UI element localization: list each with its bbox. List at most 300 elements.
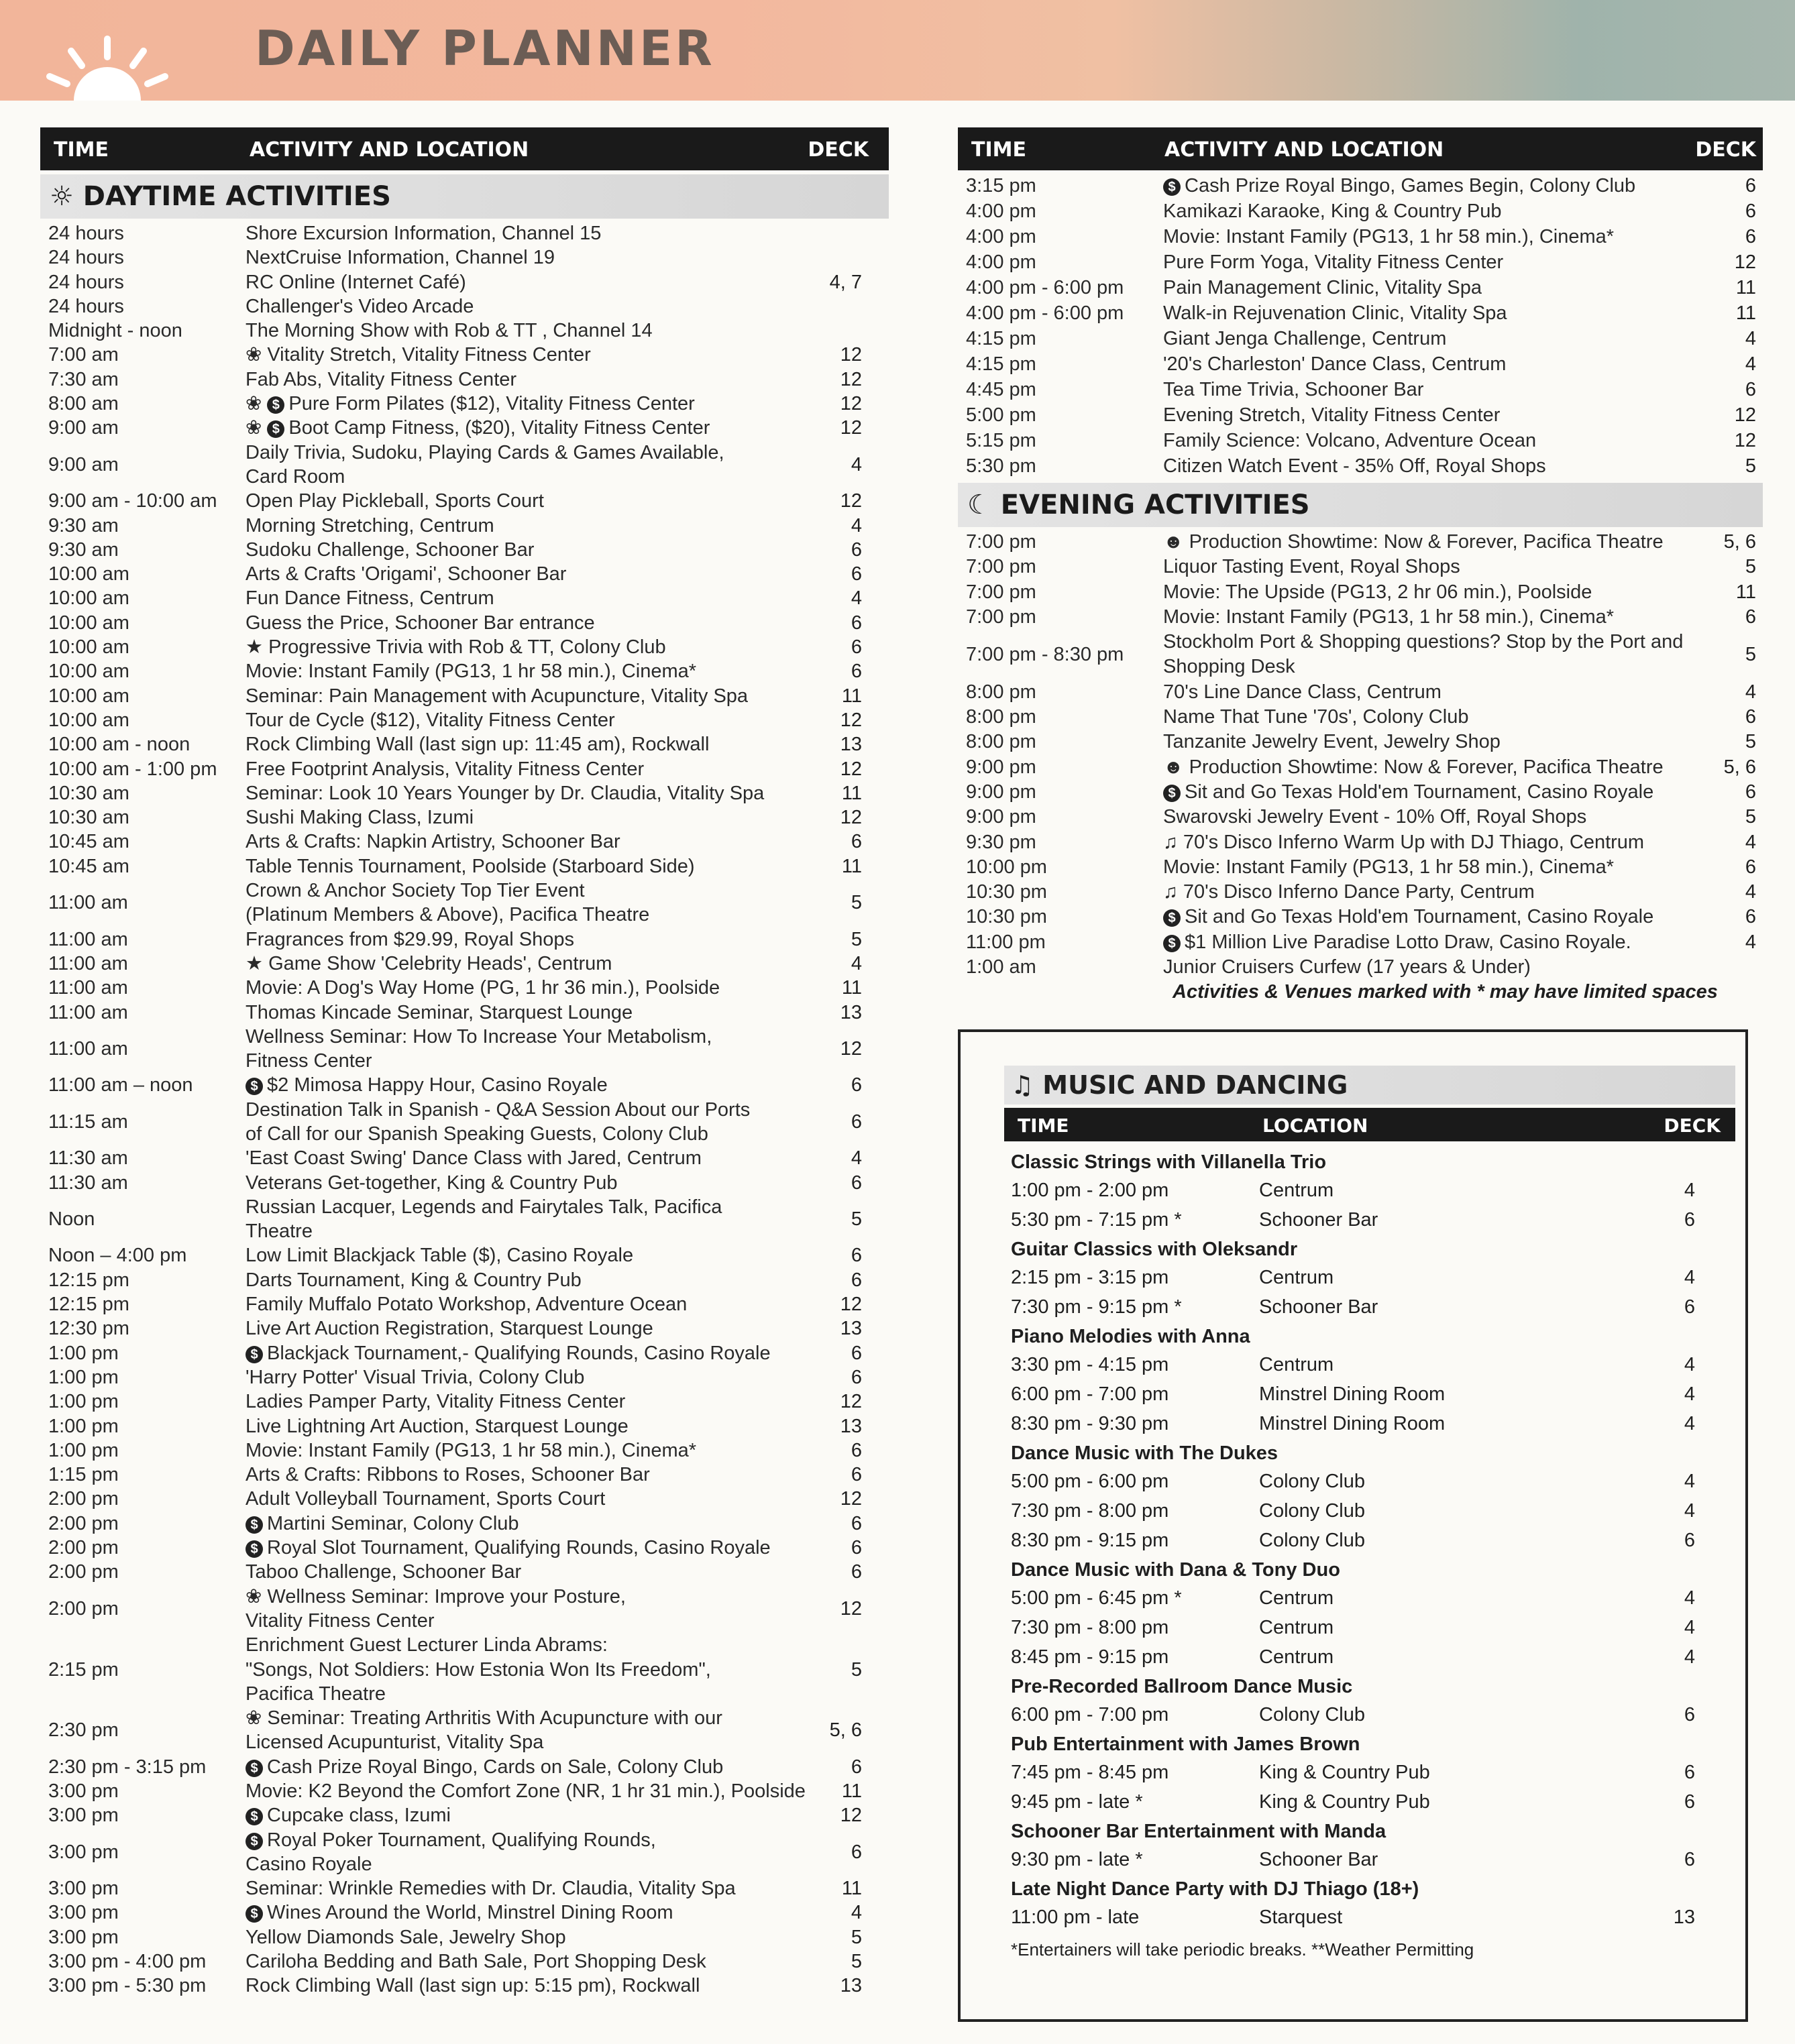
row-deck: 4: [851, 1147, 862, 1170]
activity-text: Seminar: Look 10 Years Younger by Dr. Claudia, Vitality Spa: [246, 782, 765, 804]
row-time: 1:00 pm: [48, 1415, 119, 1437]
activity-text: 70's Disco Inferno Dance Party, Centrum: [1183, 881, 1535, 903]
row-activity: [1163, 173, 1635, 198]
schedule-row: [40, 1292, 889, 1316]
row-deck: 4, 7: [829, 271, 862, 293]
schedule-row: [40, 927, 889, 952]
music-group-title: Pre-Recorded Ballroom Dance Music: [1011, 1676, 1353, 1697]
activity-text: Royal Slot Tournament, Qualifying Rounds, Casino Royale: [267, 1537, 771, 1559]
row-deck: 12: [840, 709, 862, 731]
row-deck: 11: [841, 1878, 862, 1900]
row-time: 3:00 pm: [48, 1878, 119, 1900]
activity-text: Sudoku Challenge, Schooner Bar: [246, 538, 535, 561]
row-deck: 6: [1745, 781, 1756, 803]
activity-text: Enrichment Guest Lecturer Linda Abrams:: [246, 1634, 608, 1656]
row-deck: 4: [851, 453, 862, 475]
activity-text: Name That Tune '70s', Colony Club: [1163, 706, 1469, 728]
row-time: 11:00 am: [48, 892, 128, 914]
schedule-row: [40, 586, 889, 610]
schedule-row: [40, 294, 889, 319]
row-time: 1:00 pm: [48, 1391, 119, 1413]
activity-text: Tour de Cycle ($12), Vitality Fitness Center: [246, 709, 615, 731]
music-group-title: Dance Music with The Dukes: [1011, 1442, 1279, 1464]
schedule-row: [40, 1585, 889, 1634]
row-activity: [1163, 224, 1614, 249]
row-activity: [246, 1585, 626, 1634]
activity-text-continued: Casino Royale: [246, 1853, 372, 1875]
music-time: 6:00 pm - 7:00 pm: [1011, 1383, 1169, 1405]
activity-text: Russian Lacquer, Legends and Fairytales Talk, Pacifica: [246, 1196, 722, 1218]
schedule-row: [40, 1098, 889, 1147]
schedule-row: [40, 878, 889, 927]
schedule-row: [40, 343, 889, 367]
row-time: 7:00 pm - 8:30 pm: [966, 643, 1124, 665]
schedule-row: [40, 952, 889, 976]
row-time: Noon – 4:00 pm: [48, 1245, 187, 1267]
fee-icon: $: [246, 1905, 263, 1923]
row-activity: [246, 1463, 650, 1487]
schedule-row: [958, 855, 1763, 880]
lotus-fee-icon: ❀ $: [246, 417, 288, 439]
music-time: 2:15 pm - 3:15 pm: [1011, 1267, 1169, 1288]
activity-text-continued: of Call for our Spanish Speaking Guests, Colony Club: [246, 1123, 708, 1145]
activity-text: Movie: The Upside (PG13, 2 hr 06 min.), Poolside: [1163, 581, 1592, 603]
activity-text: Veterans Get-together, King & Country Pub: [246, 1172, 618, 1194]
afternoon-list: [958, 173, 1763, 479]
activity-text: The Morning Show with Rob & TT , Channel 14: [246, 320, 653, 342]
row-activity: [246, 1512, 519, 1536]
row-activity: [246, 245, 555, 270]
activity-text: Citizen Watch Event - 35% Off, Royal Shops: [1163, 455, 1546, 477]
row-activity: [246, 952, 612, 976]
row-deck: 11: [841, 782, 862, 804]
row-activity: [246, 416, 710, 440]
row-activity: [246, 221, 601, 245]
activity-text: 'East Coast Swing' Dance Class with Jared, Centrum: [246, 1147, 702, 1170]
row-deck: 12: [840, 1488, 862, 1510]
row-time: 7:00 pm: [966, 581, 1036, 603]
row-activity: [246, 1536, 771, 1560]
fee-icon: $: [246, 1833, 263, 1850]
row-activity: [1163, 198, 1502, 224]
row-deck: 6: [1745, 706, 1756, 728]
music-deck-header: DECK: [1664, 1115, 1721, 1137]
row-activity: [246, 392, 695, 416]
fee-icon: $: [1163, 785, 1181, 802]
activity-text: Progressive Trivia with Rob & TT, Colony Club: [268, 636, 666, 659]
activity-text: 70's Disco Inferno Warm Up with DJ Thiago, Centrum: [1183, 831, 1645, 853]
schedule-row: [40, 732, 889, 756]
row-deck: 11: [841, 1780, 862, 1802]
activity-text: Arts & Crafts: Ribbons to Roses, Schooner Bar: [246, 1464, 650, 1486]
row-activity: [246, 538, 534, 562]
row-deck: 11: [841, 685, 862, 707]
schedule-row: [40, 1243, 889, 1267]
row-deck: 12: [840, 807, 862, 829]
row-deck: 12: [840, 393, 862, 415]
activity-text: Table Tennis Tournament, Poolside (Starboard Side): [246, 855, 695, 877]
row-time: 5:15 pm: [966, 430, 1036, 451]
schedule-row: [958, 402, 1763, 428]
deck-header: DECK: [1695, 138, 1756, 162]
music-time: 5:00 pm - 6:00 pm: [1011, 1471, 1169, 1492]
row-deck: 4: [851, 514, 862, 536]
schedule-row: [958, 580, 1763, 605]
schedule-row: [958, 630, 1763, 680]
music-deck: 6: [1684, 1791, 1695, 1813]
music-time: 3:30 pm - 4:15 pm: [1011, 1354, 1169, 1375]
music-row: [1004, 1642, 1735, 1672]
row-activity: [1163, 530, 1664, 555]
music-deck: 6: [1684, 1209, 1695, 1231]
music-row: [1004, 1263, 1735, 1292]
activity-text: Vitality Stretch, Vitality Fitness Center: [267, 344, 591, 366]
fee-icon: $: [246, 1078, 263, 1095]
row-activity: [1163, 453, 1546, 479]
schedule-row: [958, 730, 1763, 754]
row-time: 10:30 am: [48, 807, 129, 829]
row-deck: 6: [851, 538, 862, 561]
activity-text: Movie: A Dog's Way Home (PG, 1 hr 36 min.), Poolside: [246, 977, 720, 999]
row-deck: 6: [851, 636, 862, 659]
activity-text: Adult Volleyball Tournament, Sports Court: [246, 1488, 606, 1510]
activity-text: Movie: Instant Family (PG13, 1 hr 58 min.), Cinema*: [246, 661, 697, 683]
activity-text: Movie: Instant Family (PG13, 1 hr 58 min.), Cinema*: [1163, 226, 1615, 247]
row-time: 1:15 pm: [48, 1464, 119, 1486]
schedule-row: [40, 1536, 889, 1560]
row-activity: [1163, 805, 1586, 830]
lotus-icon: ❀: [246, 1585, 268, 1607]
activity-text: Walk-in Rejuvenation Clinic, Vitality Spa: [1163, 302, 1507, 324]
row-time: 10:00 am: [48, 563, 129, 585]
row-deck: 11: [841, 855, 862, 877]
row-time: 8:00 pm: [966, 681, 1036, 703]
daytime-title: DAYTIME ACTIVITIES: [83, 181, 391, 212]
activity-text: Ladies Pamper Party, Vitality Fitness Center: [246, 1391, 626, 1413]
row-time: 1:00 pm: [48, 1366, 119, 1388]
schedule-row: [40, 757, 889, 781]
row-time: 10:00 pm: [966, 856, 1047, 878]
row-deck: 12: [840, 1391, 862, 1413]
activity-text: Sushi Making Class, Izumi: [246, 807, 474, 829]
activity-text: $2 Mimosa Happy Hour, Casino Royale: [267, 1074, 608, 1096]
activity-text: Cash Prize Royal Bingo, Cards on Sale, Colony Club: [267, 1756, 724, 1778]
row-activity: [246, 1098, 750, 1147]
row-time: 2:00 pm: [48, 1488, 119, 1510]
schedule-row: [40, 1414, 889, 1438]
row-time: 4:00 pm - 6:00 pm: [966, 277, 1124, 298]
schedule-row: [40, 1779, 889, 1803]
row-time: 10:00 am: [48, 587, 129, 610]
time-header: TIME: [971, 138, 1026, 162]
schedule-row: [40, 416, 889, 440]
row-time: 11:00 am: [48, 1001, 128, 1023]
music-footnote: *Entertainers will take periodic breaks. **Weather Permitting: [1011, 1939, 1474, 1960]
row-deck: 6: [1745, 379, 1756, 400]
activity-text-continued: Licensed Acupunturist, Vitality Spa: [246, 1731, 544, 1754]
row-deck: 12: [1734, 251, 1756, 273]
row-activity: [1163, 955, 1531, 980]
activity-text-continued: "Songs, Not Soldiers: How Estonia Won Its Freedom",: [246, 1658, 711, 1681]
activity-header: ACTIVITY AND LOCATION: [1164, 138, 1444, 162]
music-row: [1004, 1176, 1735, 1205]
row-activity: [246, 489, 544, 513]
time-header: TIME: [54, 138, 109, 162]
row-time: 11:00 am – noon: [48, 1074, 193, 1096]
activity-text: Yellow Diamonds Sale, Jewelry Shop: [246, 1926, 566, 1948]
activity-text: Junior Cruisers Curfew (17 years & Under): [1163, 956, 1531, 978]
row-activity: [1163, 705, 1468, 730]
row-deck: 6: [851, 1561, 862, 1583]
row-time: 2:00 pm: [48, 1537, 119, 1559]
row-activity: [246, 1365, 584, 1389]
row-activity: [1163, 249, 1503, 275]
music-and-dancing-box: [958, 1029, 1748, 2022]
row-time: 7:30 am: [48, 368, 119, 390]
row-time: 1:00 pm: [48, 1342, 119, 1364]
row-activity: [1163, 680, 1442, 705]
row-deck: 6: [1745, 856, 1756, 878]
activity-text: Live Lightning Art Auction, Starquest Lounge: [246, 1415, 629, 1437]
row-time: 9:00 pm: [966, 756, 1036, 778]
row-deck: 4: [1745, 681, 1756, 703]
schedule-row: [40, 781, 889, 805]
row-time: 2:30 pm - 3:15 pm: [48, 1756, 207, 1778]
moon-icon: ☾: [967, 490, 1001, 520]
row-activity: [1163, 780, 1653, 805]
row-activity: [1163, 580, 1592, 605]
schedule-row: [40, 1876, 889, 1900]
activity-text: Rock Climbing Wall (last sign up: 11:45 am), Rockwall: [246, 734, 710, 756]
music-location: Centrum: [1259, 1646, 1334, 1668]
row-time: 8:00 am: [48, 393, 119, 415]
row-time: 10:00 am: [48, 709, 129, 731]
row-deck: 12: [840, 1294, 862, 1316]
row-activity: [246, 1073, 608, 1097]
schedule-row: [40, 684, 889, 708]
row-deck: 6: [851, 612, 862, 634]
row-deck: 5: [851, 892, 862, 914]
music-time-header: TIME: [1018, 1115, 1069, 1137]
row-time: 4:15 pm: [966, 353, 1036, 375]
schedule-row: [958, 555, 1763, 579]
schedule-row: [958, 275, 1763, 300]
row-time: 10:45 am: [48, 831, 129, 853]
row-deck: 5, 6: [829, 1719, 862, 1742]
music-row: [1004, 1700, 1735, 1729]
schedule-row: [40, 514, 889, 538]
row-activity: [246, 878, 649, 927]
schedule-row: [40, 319, 889, 343]
row-deck: 12: [1734, 430, 1756, 451]
music-row: [1004, 1350, 1735, 1379]
row-activity: [1163, 630, 1683, 680]
music-row: [1004, 1409, 1735, 1438]
music-time: 6:00 pm - 7:00 pm: [1011, 1704, 1169, 1725]
schedule-row: [40, 1560, 889, 1584]
schedule-row: [40, 976, 889, 1000]
row-activity: [1163, 730, 1501, 754]
schedule-row: [40, 1438, 889, 1463]
schedule-row: [40, 1195, 889, 1244]
schedule-row: [40, 1828, 889, 1877]
schedule-row: [958, 428, 1763, 453]
activity-text: Stockholm Port & Shopping questions? Stop by the Port and: [1163, 631, 1684, 653]
row-activity: [246, 1195, 722, 1244]
row-time: 2:30 pm: [48, 1719, 119, 1742]
activity-text: Arts & Crafts: Napkin Artistry, Schooner Bar: [246, 831, 620, 853]
row-activity: [1163, 428, 1536, 453]
activity-text: Destination Talk in Spanish - Q&A Session About our Ports: [246, 1098, 751, 1121]
schedule-row: [40, 854, 889, 878]
row-time: 24 hours: [48, 223, 124, 244]
row-time: 11:15 am: [48, 1111, 128, 1133]
row-time: 11:00 am: [48, 952, 128, 974]
schedule-row: [40, 1925, 889, 1949]
row-deck: 12: [840, 344, 862, 366]
activity-text: Challenger's Video Arcade: [246, 295, 474, 317]
activity-text: Movie: Instant Family (PG13, 1 hr 58 min.), Cinema*: [246, 1439, 697, 1461]
music-location: Centrum: [1259, 1267, 1334, 1288]
row-activity: [246, 319, 653, 343]
row-activity: [246, 611, 595, 635]
star-icon: ★: [246, 636, 269, 659]
row-activity: [246, 1487, 605, 1511]
row-activity: [1163, 755, 1664, 780]
row-activity: [246, 294, 474, 319]
schedule-row: [958, 326, 1763, 351]
row-time: 11:00 pm: [966, 931, 1046, 953]
row-activity: [1163, 300, 1507, 326]
row-deck: 4: [851, 952, 862, 974]
row-activity: [246, 1438, 696, 1463]
activity-text: $1 Million Live Paradise Lotto Draw, Casino Royale.: [1185, 931, 1631, 953]
row-activity: [1163, 830, 1644, 855]
schedule-row: [958, 705, 1763, 730]
music-time: 5:30 pm - 7:15 pm *: [1011, 1209, 1182, 1231]
row-time: 9:30 am: [48, 514, 119, 536]
schedule-row: [40, 1463, 889, 1487]
lotus-icon: ❀: [246, 344, 268, 366]
row-time: 10:00 am: [48, 685, 129, 707]
row-time: 3:00 pm - 5:30 pm: [48, 1975, 207, 1997]
row-activity: [246, 441, 724, 490]
activity-text-continued: Pacifica Theatre: [246, 1683, 386, 1705]
activity-text: Crown & Anchor Society Top Tier Event: [246, 880, 585, 902]
fee-icon: $: [246, 1516, 263, 1534]
row-deck: 13: [840, 1318, 862, 1340]
music-row: [1004, 1845, 1735, 1874]
evening-section-title: [958, 483, 1763, 527]
row-deck: 6: [851, 1439, 862, 1461]
music-row: [1004, 1583, 1735, 1613]
activity-text: Free Footprint Analysis, Vitality Fitness Center: [246, 758, 645, 780]
activity-text-continued: Vitality Fitness Center: [246, 1609, 435, 1632]
row-activity: [246, 343, 591, 367]
row-activity: [246, 927, 574, 952]
row-time: 2:15 pm: [48, 1658, 119, 1681]
row-deck: 5: [1745, 556, 1756, 578]
row-activity: [246, 1828, 656, 1877]
activity-text: Wellness Seminar: Improve your Posture,: [267, 1585, 626, 1607]
lotus-icon: ❀: [246, 1707, 268, 1729]
music-row: [1004, 1903, 1735, 1932]
activity-text-continued: Fitness Center: [246, 1050, 372, 1072]
activity-text: Seminar: Treating Arthritis With Acupuncture with our: [267, 1707, 722, 1729]
row-activity: [246, 586, 494, 610]
music-location: Colony Club: [1259, 1471, 1365, 1492]
activity-text: Boot Camp Fitness, ($20), Vitality Fitness Center: [288, 417, 710, 439]
activity-text: RC Online (Internet Café): [246, 271, 466, 293]
row-time: 4:00 pm - 6:00 pm: [966, 302, 1124, 324]
music-group-title: Pub Entertainment with James Brown: [1011, 1734, 1360, 1755]
schedule-row: [40, 441, 889, 490]
schedule-row: [958, 605, 1763, 630]
activity-text: Movie: Instant Family (PG13, 1 hr 58 min.), Cinema*: [1163, 606, 1615, 628]
activity-text: Fragrances from $29.99, Royal Shops: [246, 928, 575, 950]
row-activity: [246, 1949, 706, 1974]
music-location: King & Country Pub: [1259, 1762, 1430, 1783]
row-time: 12:15 pm: [48, 1294, 129, 1316]
table-header-right: [958, 127, 1763, 170]
row-activity: [246, 854, 695, 878]
music-row: [1004, 1613, 1735, 1642]
activity-text: Cariloha Bedding and Bath Sale, Port Shopping Desk: [246, 1951, 706, 1973]
row-time: 9:00 pm: [966, 781, 1036, 803]
row-deck: 5: [1745, 643, 1756, 665]
music-time: 8:45 pm - 9:15 pm: [1011, 1646, 1169, 1668]
row-deck: 6: [851, 1756, 862, 1778]
activity-text: NextCruise Information, Channel 19: [246, 247, 555, 269]
music-title: [1004, 1066, 1735, 1104]
music-group-title: Late Night Dance Party with DJ Thiago (18+): [1011, 1878, 1419, 1900]
row-activity: [246, 1243, 633, 1267]
schedule-row: [40, 1146, 889, 1170]
activity-text: Open Play Pickleball, Sports Court: [246, 490, 544, 512]
music-location: Schooner Bar: [1259, 1849, 1378, 1870]
row-activity: [246, 1001, 633, 1025]
music-deck: 4: [1684, 1267, 1695, 1288]
activity-text: Rock Climbing Wall (last sign up: 5:15 pm), Rockwall: [246, 1975, 700, 1997]
row-activity: [246, 830, 620, 854]
activity-text: Game Show 'Celebrity Heads', Centrum: [268, 952, 612, 974]
row-deck: 6: [851, 563, 862, 585]
fee-icon: $: [1163, 935, 1181, 952]
row-activity: [1163, 555, 1460, 579]
row-time: 4:45 pm: [966, 379, 1036, 400]
schedule-row: [958, 530, 1763, 555]
music-deck: 4: [1684, 1354, 1695, 1375]
row-activity: [1163, 402, 1500, 428]
music-location: Centrum: [1259, 1587, 1334, 1609]
activity-text: 70's Line Dance Class, Centrum: [1163, 681, 1442, 703]
music-deck: 4: [1684, 1413, 1695, 1434]
limited-spaces-note: Activities & Venues marked with * may have limited spaces: [1173, 981, 1718, 1003]
activity-text: Cupcake class, Izumi: [267, 1805, 451, 1827]
music-deck: 4: [1684, 1180, 1695, 1201]
row-activity: [1163, 605, 1614, 630]
theatre-mask-icon: ☻: [1163, 531, 1189, 553]
schedule-row: [958, 905, 1763, 929]
row-time: 12:30 pm: [48, 1318, 129, 1340]
row-deck: 6: [851, 1841, 862, 1863]
row-activity: [1163, 351, 1506, 377]
gear-sun-icon: ☼: [50, 181, 83, 212]
row-time: 9:30 pm: [966, 831, 1036, 853]
music-deck: 13: [1673, 1907, 1695, 1928]
row-time: 11:30 am: [48, 1147, 128, 1170]
row-deck: 11: [1735, 302, 1756, 324]
